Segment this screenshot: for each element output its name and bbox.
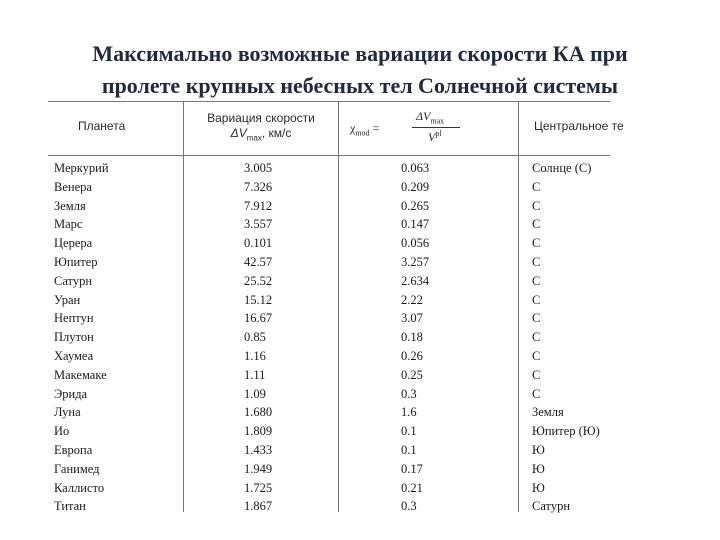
- cell-chi: 0.3: [401, 499, 417, 514]
- table-row: [48, 441, 610, 460]
- cell-chi: 2.22: [401, 292, 423, 307]
- cell-velocity-variation: 0.101: [244, 236, 273, 251]
- cell-central-body: С: [532, 292, 541, 307]
- cell-central-body: Ю: [532, 480, 545, 495]
- table-row: [48, 497, 610, 516]
- table-body: [48, 159, 610, 516]
- slide-title: [0, 38, 720, 102]
- cell-velocity-variation: 1.809: [244, 424, 273, 439]
- cell-planet: Европа: [54, 442, 93, 457]
- table-row: [48, 159, 610, 178]
- cell-planet: Юпитер: [54, 254, 98, 269]
- cell-planet: Хаумеа: [54, 348, 94, 363]
- cell-chi: 0.18: [401, 330, 423, 345]
- formula-denominator: $V^{pl}$: [428, 129, 442, 144]
- cell-planet: Ио: [54, 424, 70, 439]
- cell-central-body: С: [532, 367, 541, 382]
- cell-velocity-variation: 1.433: [244, 442, 273, 457]
- cell-chi: 1.6: [401, 405, 417, 420]
- table-row: [48, 291, 610, 310]
- header-bottom-border: [48, 155, 610, 156]
- cell-chi: 0.21: [401, 480, 423, 495]
- cell-central-body: Сатурн: [532, 499, 571, 514]
- cell-velocity-variation: 3.557: [244, 217, 273, 232]
- table-row: [48, 460, 610, 479]
- cell-chi: 0.26: [401, 348, 423, 363]
- cell-velocity-variation: 0.85: [244, 330, 266, 345]
- cell-velocity-variation: 7.326: [244, 179, 273, 194]
- title-line-1: Максимально возможные вариации скорости КА при: [92, 41, 628, 66]
- cell-chi: 0.1: [401, 424, 417, 439]
- cell-planet: Макемаке: [54, 367, 107, 382]
- table-row: [48, 215, 610, 234]
- cell-chi: 0.1: [401, 442, 417, 457]
- cell-chi: 0.056: [401, 236, 430, 251]
- cell-velocity-variation: 42.57: [244, 254, 273, 269]
- cell-velocity-variation: 1.11: [244, 367, 266, 382]
- table-row: [48, 234, 610, 253]
- cell-central-body: С: [532, 254, 541, 269]
- cell-central-body: Солнце (С): [532, 161, 592, 175]
- cell-velocity-variation: 3.005: [244, 161, 273, 175]
- cell-central-body: С: [532, 273, 541, 288]
- cell-planet: Плутон: [54, 330, 94, 345]
- table-row: [48, 253, 610, 272]
- header-velocity-line-1: Вариация скорости: [207, 111, 315, 125]
- cell-planet: Меркурий: [54, 161, 109, 175]
- cell-velocity-variation: 1.680: [244, 405, 273, 420]
- cell-velocity-variation: 25.52: [244, 273, 273, 288]
- table-row: [48, 309, 610, 328]
- formula-numerator: $\Delta V_{max}$: [416, 109, 445, 126]
- cell-central-body: Ю: [532, 442, 545, 457]
- cell-central-body: С: [532, 198, 541, 213]
- cell-chi: 3.257: [401, 254, 430, 269]
- formula-fraction-bar: [412, 127, 460, 128]
- cell-chi: 0.17: [401, 461, 423, 476]
- table-row: [48, 347, 610, 366]
- cell-velocity-variation: 16.67: [244, 311, 273, 326]
- velocity-table: [48, 101, 624, 514]
- cell-chi: 3.07: [401, 311, 423, 326]
- cell-velocity-variation: 7.912: [244, 198, 273, 213]
- cell-planet: Эрида: [54, 386, 88, 401]
- cell-central-body: С: [532, 179, 541, 194]
- cell-chi: 0.209: [401, 179, 430, 194]
- table-top-border: [48, 101, 610, 102]
- table-row: [48, 366, 610, 385]
- cell-planet: Титан: [54, 499, 86, 514]
- cell-chi: 0.3: [401, 386, 417, 401]
- header-chi-formula: [338, 109, 488, 149]
- cell-central-body: С: [532, 386, 541, 401]
- table-row: [48, 479, 610, 498]
- cell-velocity-variation: 1.949: [244, 461, 273, 476]
- cell-central-body: Земля: [532, 405, 564, 420]
- cell-velocity-variation: 1.09: [244, 386, 266, 401]
- cell-central-body: С: [532, 348, 541, 363]
- header-velocity-variation: [196, 111, 326, 145]
- cell-planet: Луна: [54, 405, 81, 420]
- header-planet: Планета: [78, 119, 126, 133]
- cell-planet: Уран: [54, 292, 81, 307]
- cell-chi: 0.063: [401, 161, 430, 175]
- cell-central-body: С: [532, 236, 541, 251]
- cell-velocity-variation: 15.12: [244, 292, 273, 307]
- header-velocity-line-2: $\Delta V_{max}$, км/с: [230, 126, 292, 143]
- cell-central-body: С: [532, 330, 541, 345]
- cell-central-body: Ю: [532, 461, 545, 476]
- cell-planet: Каллисто: [54, 480, 105, 495]
- table-row: [48, 422, 610, 441]
- formula-lhs: $\chi_{mod}$ =: [350, 121, 380, 138]
- table-row: [48, 178, 610, 197]
- cell-planet: Земля: [54, 198, 86, 213]
- table-row: [48, 403, 610, 422]
- cell-central-body: С: [532, 311, 541, 326]
- table-row: [48, 272, 610, 291]
- table-row: [48, 328, 610, 347]
- cell-planet: Венера: [54, 179, 92, 194]
- cell-chi: 0.265: [401, 198, 430, 213]
- table-row: [48, 197, 610, 216]
- cell-planet: Сатурн: [54, 273, 93, 288]
- cell-central-body: Юпитер (Ю): [532, 424, 600, 439]
- cell-planet: Нептун: [54, 311, 94, 326]
- title-line-2: пролете крупных небесных тел Солнечной системы: [101, 73, 619, 98]
- cell-chi: 0.25: [401, 367, 423, 382]
- cell-velocity-variation: 1.16: [244, 348, 266, 363]
- table-row: [48, 385, 610, 404]
- cell-velocity-variation: 1.725: [244, 480, 273, 495]
- cell-chi: 0.147: [401, 217, 430, 232]
- cell-chi: 2.634: [401, 273, 430, 288]
- cell-planet: Церера: [54, 236, 93, 251]
- cell-planet: Ганимед: [54, 461, 100, 476]
- cell-central-body: С: [532, 217, 541, 232]
- cell-planet: Марс: [54, 217, 83, 232]
- header-central-body: Центральное те: [534, 119, 624, 133]
- cell-velocity-variation: 1.867: [244, 499, 273, 514]
